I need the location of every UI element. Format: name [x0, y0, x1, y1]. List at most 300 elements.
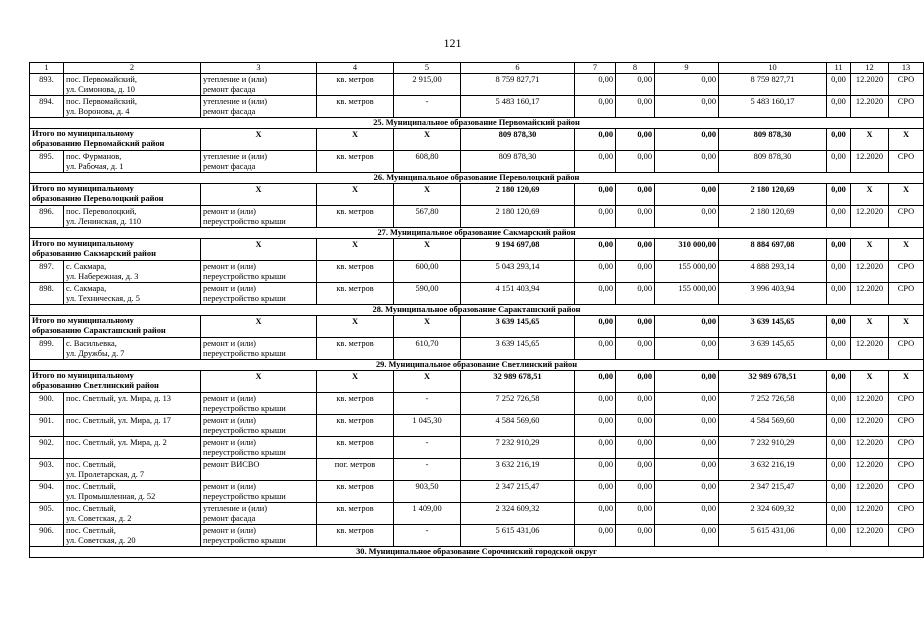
cell-work-type-text: ремонт и (или) [203, 339, 256, 348]
cell-value-text: 0,00 [831, 438, 846, 447]
cell-address-text: пос. Светлый, ул. Мира, д. 13 [66, 394, 171, 403]
cell-value [827, 481, 851, 503]
cell-value-text: 0,00 [831, 185, 846, 194]
cell-value [719, 283, 827, 305]
cell-value-text: 4 888 293,14 [750, 262, 795, 271]
cell-total-cost-text: 809 878,30 [498, 130, 537, 139]
cell-value [719, 525, 827, 547]
cell-value [575, 283, 616, 305]
cell-value-text: 0,00 [831, 526, 846, 535]
cell-value [719, 393, 827, 415]
cell-total-cost-text: 32 989 678,51 [493, 372, 542, 381]
cell-value [827, 96, 851, 118]
cell-x-text: X [255, 372, 262, 381]
cell-address-text: пос. Фурманов, [66, 152, 122, 161]
cell-unit [317, 525, 394, 547]
cell-method [889, 151, 924, 173]
cell-method [889, 437, 924, 459]
column-header: 8 [616, 63, 655, 74]
cell-value [827, 261, 851, 283]
cell-deadline [851, 283, 889, 305]
cell-work-type-text: ремонт и (или) [203, 438, 256, 447]
cell-value-text: 2 180 120,69 [750, 185, 795, 194]
cell-value-text: 0,00 [598, 152, 613, 161]
section-title [30, 118, 924, 129]
cell-x-text: X [423, 185, 431, 194]
cell-work-type-text: утепление и (или) [203, 152, 268, 161]
cell-value-text: 0,00 [831, 97, 846, 106]
cell-address-text: пос. Светлый, ул. Мира, д. 2 [66, 438, 167, 447]
cell-work-type-text: переустройство крыши [203, 491, 286, 501]
cell-value [719, 481, 827, 503]
cell-value-text: 2 324 609,32 [750, 504, 795, 513]
cell-address-text: ул. Набережная, д. 3 [66, 271, 139, 281]
cell-address-text: ул. Рабочая, д. 1 [66, 161, 124, 171]
cell-value-text: 0,00 [831, 262, 846, 271]
section-title [30, 360, 924, 371]
cell-address [64, 151, 201, 173]
cell-quantity-text: 1 409,00 [412, 504, 442, 513]
cell-value-text: 0,00 [637, 482, 652, 491]
cell-total-cost-text: 2 347 215,47 [495, 482, 540, 491]
cell-value [616, 206, 655, 228]
cell-quantity-text: - [425, 438, 429, 447]
cell-deadline [851, 96, 889, 118]
cell-total-cost-text: 5 483 160,17 [495, 97, 540, 106]
section-title-text: 28. Муниципальное образование Саракташский район [372, 305, 581, 314]
cell-value-text: 7 252 726,58 [750, 394, 795, 403]
cell-value [616, 96, 655, 118]
section-header-row [30, 305, 924, 316]
cell-work-type [201, 415, 317, 437]
cell-value-text: 0,00 [598, 394, 613, 403]
cell-x [889, 184, 924, 206]
cell-value [575, 206, 616, 228]
cell-value-text: 0,00 [598, 75, 613, 84]
cell-total-cost-text: 4 151 403,94 [495, 284, 540, 293]
cell-value [655, 371, 719, 393]
cell-x-text: X [423, 317, 431, 326]
cell-value-text: 0,00 [831, 240, 846, 249]
cell-value [575, 393, 616, 415]
cell-value [575, 459, 616, 481]
cell-total-cost [461, 184, 575, 206]
cell-value [655, 184, 719, 206]
cell-deadline-text: 12.2020 [855, 526, 884, 535]
cell-value [827, 371, 851, 393]
cell-unit [317, 151, 394, 173]
cell-work-type-text: ремонт фасада [203, 84, 256, 94]
cell-address-text: ул. Советская, д. 2 [66, 513, 132, 523]
cell-x-text: X [423, 240, 431, 249]
cell-quantity-text: - [425, 526, 429, 535]
cell-unit [317, 206, 394, 228]
cell-value-text: 0,00 [598, 526, 613, 535]
cell-value-text: 0,00 [598, 97, 613, 106]
cell-unit-text: кв. метров [336, 97, 374, 106]
cell-value-text: 0,00 [831, 504, 846, 513]
cell-address-text: пос. Светлый, [66, 460, 116, 469]
column-header: 13 [889, 63, 924, 74]
cell-row-number-text: 901. [39, 416, 54, 425]
cell-total-cost-text: 3 639 145,65 [495, 317, 540, 326]
cell-x-text: X [351, 185, 359, 194]
cell-method [889, 283, 924, 305]
column-number-row [30, 63, 924, 74]
cell-value [616, 393, 655, 415]
cell-work-type [201, 459, 317, 481]
cell-value [827, 206, 851, 228]
cell-quantity [394, 415, 461, 437]
cell-value [827, 129, 851, 151]
cell-unit [317, 338, 394, 360]
cell-method [889, 206, 924, 228]
table-row [30, 503, 924, 525]
cell-deadline [851, 338, 889, 360]
cell-quantity [394, 338, 461, 360]
cell-value-text: 0,00 [831, 372, 846, 381]
cell-value [616, 129, 655, 151]
total-label-text: образованию Саракташский район [32, 325, 166, 335]
cell-quantity-text: 590,00 [415, 284, 439, 293]
cell-value-text: 155 000,00 [678, 284, 716, 293]
cell-value-text: 0,00 [598, 262, 613, 271]
cell-work-type-text: переустройство крыши [203, 535, 286, 545]
cell-method [889, 338, 924, 360]
cell-x-text: X [423, 372, 431, 381]
cell-value-text: 0,00 [637, 262, 652, 271]
section-title-text: 26. Муниципальное образование Переволоцкий район [373, 173, 580, 182]
cell-deadline [851, 503, 889, 525]
cell-value [655, 415, 719, 437]
cell-deadline-text: 12.2020 [855, 152, 884, 161]
cell-work-type-text: переустройство крыши [203, 293, 286, 303]
cell-value [655, 459, 719, 481]
cell-x-text: X [866, 372, 873, 381]
cell-x [317, 316, 394, 338]
cell-value-text: 0,00 [637, 526, 652, 535]
cell-method [889, 393, 924, 415]
cell-value [719, 96, 827, 118]
total-label [30, 129, 201, 151]
total-label [30, 371, 201, 393]
cell-value [655, 503, 719, 525]
cell-value [575, 96, 616, 118]
cell-quantity-text: 2 915,00 [412, 75, 442, 84]
cell-total-cost-text: 2 180 120,69 [495, 207, 540, 216]
column-header: 10 [719, 63, 827, 74]
cell-value-text: 0,00 [637, 504, 652, 513]
cell-x [394, 371, 461, 393]
cell-value-text: 0,00 [701, 526, 716, 535]
cell-value [655, 316, 719, 338]
cell-value-text: 0,00 [701, 152, 716, 161]
cell-total-cost-text: 8 759 827,71 [495, 75, 540, 84]
cell-x [317, 371, 394, 393]
cell-address-text: ул. Воронова, д. 4 [66, 106, 130, 116]
cell-unit-text: кв. метров [336, 284, 374, 293]
cell-row-number [30, 459, 64, 481]
cell-method-text: СРО [897, 460, 915, 469]
cell-row-number [30, 338, 64, 360]
cell-quantity [394, 459, 461, 481]
cell-x [394, 239, 461, 261]
cell-x [317, 129, 394, 151]
cell-value-text: 0,00 [637, 416, 652, 425]
cell-row-number-text: 900. [39, 394, 54, 403]
cell-address-text: с. Васильевка, [66, 339, 117, 348]
cell-value [655, 338, 719, 360]
total-label-text: образованию Переволоцкий район [32, 193, 164, 203]
column-header: 5 [394, 63, 461, 74]
cell-address-text: пос. Первомайский, [66, 97, 137, 106]
cell-address-text: пос. Светлый, ул. Мира, д. 17 [66, 416, 171, 425]
column-header: 9 [655, 63, 719, 74]
cell-total-cost-text: 2 180 120,69 [495, 185, 540, 194]
cell-value-text: 0,00 [831, 284, 846, 293]
cell-work-type-text: ремонт и (или) [203, 416, 256, 425]
cell-x-text: X [255, 317, 262, 326]
cell-value [655, 206, 719, 228]
cell-x [889, 371, 924, 393]
cell-quantity [394, 283, 461, 305]
cell-x [317, 239, 394, 261]
cell-value-text: 3 996 403,94 [750, 284, 795, 293]
cell-unit [317, 96, 394, 118]
cell-x [317, 184, 394, 206]
cell-row-number [30, 206, 64, 228]
cell-value [575, 338, 616, 360]
cell-value-text: 0,00 [598, 185, 613, 194]
cell-deadline [851, 481, 889, 503]
cell-total-cost-text: 7 232 910,29 [495, 438, 540, 447]
cell-value [827, 415, 851, 437]
cell-deadline-text: 12.2020 [855, 97, 884, 106]
cell-value [616, 184, 655, 206]
cell-total-cost-text: 5 615 431,06 [495, 526, 540, 535]
section-title-text: 25. Муниципальное образование Первомайский район [373, 118, 580, 127]
cell-row-number-text: 893. [39, 75, 54, 84]
cell-value-text: 0,00 [598, 482, 613, 491]
cell-value-text: 0,00 [637, 75, 652, 84]
column-header: 2 [64, 63, 201, 74]
total-label-text: Итого по муниципальному [32, 371, 134, 380]
cell-value-text: 0,00 [701, 504, 716, 513]
cell-address-text: ул. Промышленная, д. 52 [66, 491, 156, 501]
cell-address-text: пос. Первомайский, [66, 75, 137, 84]
cell-unit [317, 481, 394, 503]
cell-address [64, 459, 201, 481]
cell-value [616, 74, 655, 96]
cell-value-text: 3 639 145,65 [750, 317, 795, 326]
cell-address-text: ул. Пролетарская, д. 7 [66, 469, 145, 479]
cell-row-number [30, 481, 64, 503]
cell-value [616, 151, 655, 173]
cell-value [719, 371, 827, 393]
cell-deadline [851, 459, 889, 481]
cell-value [655, 129, 719, 151]
cell-value-text: 2 180 120,69 [750, 207, 795, 216]
cell-row-number-text: 906. [39, 526, 54, 535]
cell-unit [317, 283, 394, 305]
total-label-text: образованию Светлинский район [32, 380, 159, 390]
cell-unit [317, 261, 394, 283]
cell-address [64, 283, 201, 305]
cell-work-type [201, 151, 317, 173]
cell-x-text: X [866, 240, 873, 249]
cell-value [827, 393, 851, 415]
cell-value [655, 283, 719, 305]
cell-method [889, 96, 924, 118]
cell-value-text: 809 878,30 [753, 152, 792, 161]
cell-value-text: 0,00 [831, 460, 846, 469]
cell-total-cost [461, 261, 575, 283]
cell-quantity [394, 503, 461, 525]
total-label-text: Итого по муниципальному [32, 239, 134, 248]
cell-quantity-text: 903,50 [415, 482, 439, 491]
cell-value-text: 0,00 [598, 372, 613, 381]
cell-total-cost [461, 151, 575, 173]
cell-work-type-text: ремонт фасада [203, 513, 256, 523]
cell-value [655, 393, 719, 415]
cell-total-cost [461, 437, 575, 459]
cell-address-text: пос. Переволоцкий, [66, 207, 137, 216]
cell-value [575, 129, 616, 151]
cell-method-text: СРО [897, 97, 915, 106]
cell-value [616, 371, 655, 393]
cell-value [719, 206, 827, 228]
cell-value [575, 503, 616, 525]
cell-x [889, 316, 924, 338]
cell-value [655, 239, 719, 261]
cell-value [655, 96, 719, 118]
cell-row-number-text: 902. [39, 438, 54, 447]
cell-method [889, 261, 924, 283]
municipal-total-row [30, 371, 924, 393]
cell-x-text: X [351, 372, 359, 381]
cell-row-number [30, 74, 64, 96]
cell-deadline [851, 261, 889, 283]
cell-work-type [201, 481, 317, 503]
cell-value-text: 0,00 [637, 394, 652, 403]
cell-x-text: X [255, 185, 262, 194]
cell-value-text: 0,00 [831, 339, 846, 348]
cell-value-text: 5 483 160,17 [750, 97, 795, 106]
cell-value [575, 151, 616, 173]
cell-unit-text: кв. метров [336, 339, 374, 348]
cell-x [201, 371, 317, 393]
cell-x [201, 184, 317, 206]
cell-value [655, 481, 719, 503]
cell-value-text: 0,00 [831, 416, 846, 425]
cell-value-text: 0,00 [598, 240, 613, 249]
cell-value [575, 184, 616, 206]
column-header: 12 [851, 63, 889, 74]
cell-address-text: с. Сакмара, [66, 284, 107, 293]
cell-work-type [201, 503, 317, 525]
cell-total-cost-text: 7 252 726,58 [495, 394, 540, 403]
section-title [30, 228, 924, 239]
cell-x [851, 129, 889, 151]
total-label [30, 239, 201, 261]
cell-value [827, 338, 851, 360]
total-label-text: Итого по муниципальному [32, 129, 134, 138]
table-row [30, 481, 924, 503]
cell-work-type-text: ремонт ВИСВО [203, 460, 260, 469]
cell-quantity-text: - [425, 394, 429, 403]
cell-method-text: СРО [897, 504, 915, 513]
cell-quantity-text: 567,80 [415, 207, 439, 216]
cell-address [64, 481, 201, 503]
cell-work-type [201, 437, 317, 459]
cell-unit-text: кв. метров [336, 438, 374, 447]
cell-x-text: X [902, 372, 910, 381]
cell-value [655, 151, 719, 173]
total-label-text: образованию Первомайский район [32, 138, 165, 148]
cell-value [616, 415, 655, 437]
cell-value-text: 32 989 678,51 [748, 372, 797, 381]
cell-total-cost-text: 4 584 569,60 [495, 416, 540, 425]
cell-method-text: СРО [897, 284, 915, 293]
cell-deadline-text: 12.2020 [855, 284, 884, 293]
cell-x [851, 184, 889, 206]
cell-quantity-text: 610,70 [415, 339, 439, 348]
cell-address [64, 437, 201, 459]
cell-value-text: 0,00 [637, 372, 652, 381]
cell-unit-text: кв. метров [336, 75, 374, 84]
cell-value [827, 503, 851, 525]
cell-unit-text: кв. метров [336, 526, 374, 535]
cell-total-cost [461, 415, 575, 437]
cell-deadline-text: 12.2020 [855, 482, 884, 491]
cell-value [616, 525, 655, 547]
cell-value-text: 8 759 827,71 [750, 75, 795, 84]
cell-value [719, 437, 827, 459]
cell-value [719, 74, 827, 96]
cell-address [64, 503, 201, 525]
cell-value-text: 0,00 [637, 460, 652, 469]
cell-x [201, 316, 317, 338]
cell-row-number [30, 415, 64, 437]
cell-work-type-text: переустройство крыши [203, 216, 286, 226]
cell-work-type-text: ремонт и (или) [203, 526, 256, 535]
cell-x [201, 129, 317, 151]
cell-work-type [201, 393, 317, 415]
cell-row-number-text: 895. [39, 152, 54, 161]
municipal-total-row [30, 239, 924, 261]
page-number: 121 [443, 36, 462, 50]
cell-x-text: X [902, 130, 910, 139]
cell-value-text: 7 232 910,29 [750, 438, 795, 447]
cell-value-text: 0,00 [701, 75, 716, 84]
cell-x [394, 129, 461, 151]
cell-total-cost-text: 9 194 697,08 [495, 240, 540, 249]
cell-value [575, 239, 616, 261]
column-header: 6 [461, 63, 575, 74]
cell-row-number-text: 894. [39, 97, 54, 106]
cell-quantity [394, 151, 461, 173]
cell-deadline-text: 12.2020 [855, 504, 884, 513]
cell-x-text: X [902, 185, 910, 194]
column-header: 3 [201, 63, 317, 74]
cell-row-number-text: 905. [39, 504, 54, 513]
cell-value [616, 316, 655, 338]
table-row [30, 151, 924, 173]
cell-address [64, 206, 201, 228]
cell-value [616, 503, 655, 525]
cell-work-type-text: ремонт и (или) [203, 207, 256, 216]
cell-value [719, 184, 827, 206]
